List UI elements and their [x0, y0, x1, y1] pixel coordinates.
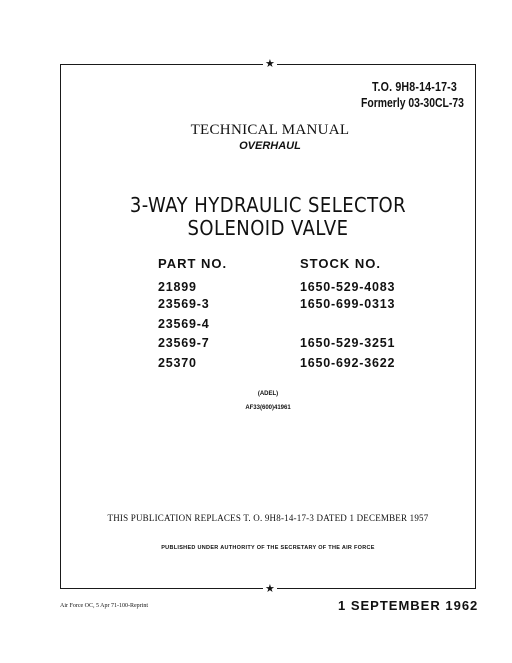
- document-title-line-1: 3-WAY HYDRAULIC SELECTOR: [129, 193, 407, 217]
- stock-number-cell: 1650-699-0313: [300, 297, 396, 311]
- part-number-cell: 23569-4: [158, 317, 210, 331]
- authority-statement: PUBLISHED UNDER AUTHORITY OF THE SECRETARY OF THE AIR FORCE: [161, 545, 375, 551]
- part-number-header: PART NO.: [158, 256, 228, 271]
- part-number-cell: 23569-7: [158, 336, 210, 350]
- part-number-cell: 21899: [158, 280, 197, 294]
- part-number-cell: 23569-3: [158, 297, 210, 311]
- stock-number-cell: 1650-529-3251: [300, 336, 396, 350]
- replacement-notice: THIS PUBLICATION REPLACES T. O. 9H8-14-17-3 DATED 1 DECEMBER 1957: [107, 513, 429, 523]
- technical-order-number: T.O. 9H8-14-17-3: [372, 79, 457, 94]
- printer-imprint: Air Force OC, 5 Apr 71-100-Reprint: [60, 603, 148, 609]
- contract-number: AF33(600)41961: [245, 405, 291, 411]
- document-title-line-2: SOLENOID VALVE: [187, 216, 349, 240]
- manual-type: TECHNICAL MANUAL: [190, 122, 350, 138]
- star-icon: ★: [265, 582, 275, 595]
- stock-number-header: STOCK NO.: [300, 256, 381, 271]
- manufacturer-label: (ADEL): [257, 391, 279, 397]
- former-order-number: Formerly 03-30CL-73: [361, 95, 464, 110]
- manual-subtype: OVERHAUL: [239, 140, 301, 152]
- stock-number-cell: 1650-692-3622: [300, 356, 396, 370]
- stock-number-cell: 1650-529-4083: [300, 280, 396, 294]
- star-icon: ★: [265, 57, 275, 70]
- part-number-cell: 25370: [158, 356, 197, 370]
- publication-date: 1 SEPTEMBER 1962: [338, 598, 479, 613]
